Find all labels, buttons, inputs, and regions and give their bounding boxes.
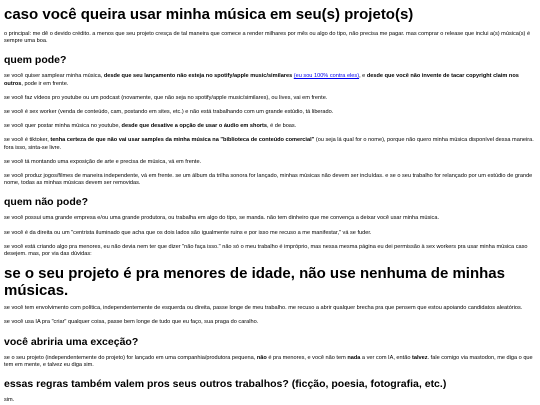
can-item-sampling [4, 73, 536, 87]
minors-callout: se o seu projeto é pra menores de idade, não use nenhuma de minhas músicas. [4, 265, 505, 300]
can-item-youtube-podcast: se você faz vídeos pro youtube ou um podcast (novamente, que não seja no spotify/apple music/similares), ou lives, vai em frente. [4, 94, 328, 101]
text: se você quer postar minha música no youtube, [4, 123, 122, 130]
cannot-item-minors: se você está criando algo pra menores, eu não devia nem ter que dizer "não faça isso." não só o meu trabalho é impróprio, mas nessa mesma página eu dei permissão à sex workers pra usar minha música caso desejem. mas, por via das dúvidas: [4, 243, 528, 258]
cannot-item-right-wing: se você é da direita ou um "centrista iluminado que acha que os dois lados são igualmente ruins e por isso me recuso a me manifestar," vá se fuder. [4, 229, 372, 236]
text: . fale comigo via mastodon, me diga o que tem em mente, e talvez eu diga sim. [4, 354, 533, 368]
section-heading-other-works: essas regras também valem pros seus outros trabalhos? (ficção, poesia, fotografia, etc.) [4, 378, 447, 391]
bold-text: desde que desative a opção de usar o áudio em shorts [121, 123, 268, 130]
page-title: caso você queira usar minha música em seu(s) projeto(s) [4, 6, 414, 23]
text: é pra menores, e você não tem [266, 354, 348, 361]
intro-paragraph: o principal: me dê o devido crédito. a menos que seu projeto cresça de tal maneira que comece a render milhares por mês ou algo do tipo, não precisa me pagar. mas comprar o release que inclui a(s) música(s) é sempre uma boa. [4, 31, 531, 45]
against-streaming-link[interactable]: (eu sou 100% contra eles) [293, 73, 360, 80]
text: , pode ir em frente. [21, 80, 69, 87]
section-heading-can: quem pode? [4, 54, 67, 67]
cannot-item-big-companies: se você possui uma grande empresa e/ou uma grande produtora, ou trabalha em algo do tipo, se manda. não tem dinheiro que me convença a deixar você usar minha música. [4, 215, 440, 222]
section-heading-exception: você abriria uma exceção? [4, 335, 139, 348]
bold-text: tenha certeza de que não vai usar samples da minha música na "biblioteca de conteúdo comercial" [50, 137, 315, 144]
bold-text: desde que você não invente de tacar copyright claim nos outros [4, 73, 519, 87]
can-item-indie-games-films: se você produz jogos/filmes de maneira independente, vá em frente. se um álbum da trilha sonora for lançado, minhas músicas não devem ser incluídas. e se o seu trabalho for relançado por um estúdio de grande nome, todas as minhas músicas devem ser removidas. [4, 173, 533, 187]
text: se o seu projeto (independentemente do projeto) for lançado em uma companhia/produtora pequena, [4, 354, 257, 361]
text: se você quiser samplear minha música, [4, 73, 104, 80]
text: a ver com IA, então [360, 354, 412, 361]
cannot-item-ai: se você usa IA pra "criar" qualquer coisa, passe bem longe de tudo que eu faço, sua praga do caralho. [4, 319, 259, 326]
cannot-item-politics: se você tem envolvimento com política, independentemente de esquerda ou direita, passe longe de meu trabalho. me recuso a abrir qualquer brecha pra que pensem que estou apoiando candidatos aleatórios. [4, 305, 523, 312]
section-heading-cannot: quem não pode? [4, 196, 88, 209]
exception-paragraph [4, 355, 536, 369]
bold-text: nada [347, 354, 361, 361]
bold-text: desde que seu lançamento não esteja no spotify/apple music/similares [103, 73, 293, 80]
can-item-sex-workers: se você é sex worker (venda de conteúdo, cam, postando em sites, etc.) e não está trabalhando com um grande estúdio, tá liberado. [4, 109, 334, 116]
text: , e [359, 73, 367, 80]
bold-text: não [256, 354, 267, 361]
text: se você é tiktoker, [4, 137, 51, 144]
other-works-answer: sim. [4, 397, 15, 404]
can-item-youtube-shorts [4, 123, 536, 130]
can-item-tiktok [4, 137, 536, 151]
text: , é de boas. [267, 123, 297, 130]
can-item-art-exhibit: se você tá montando uma exposição de arte e precisa de música, vá em frente. [4, 158, 202, 165]
text: (ou seja lá qual for o nome), porque não quero minha música disponível dessa maneira. fora isso, sinta-se livre. [4, 137, 534, 151]
bold-text: talvez [412, 354, 428, 361]
